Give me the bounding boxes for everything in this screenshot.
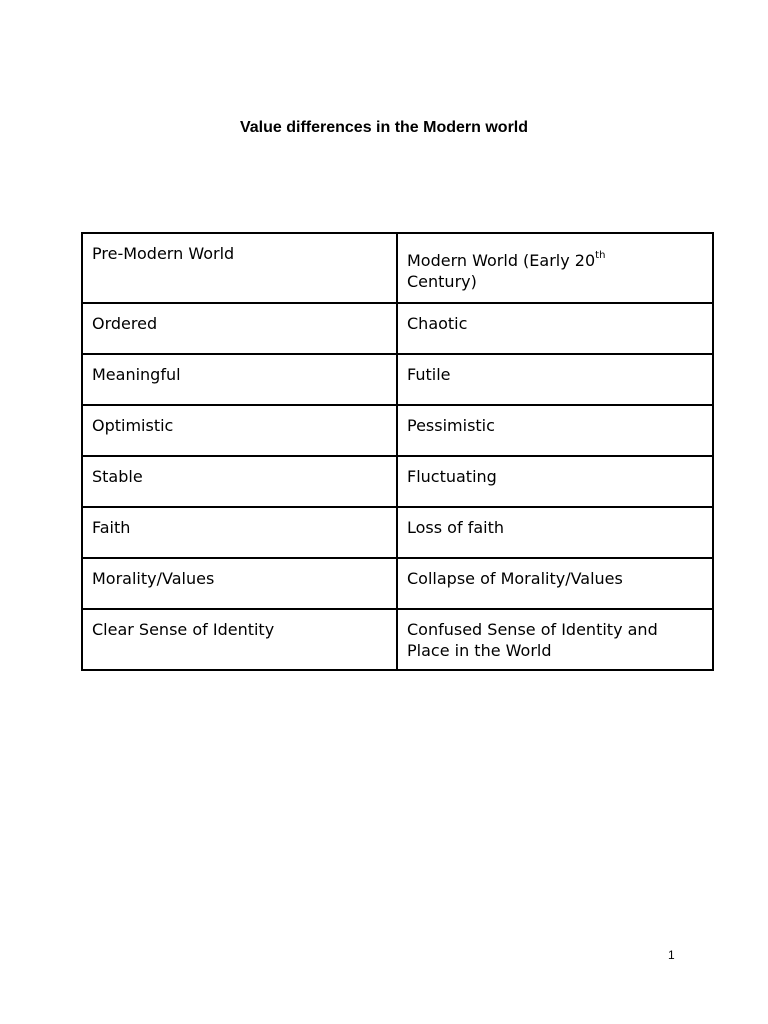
- pre-modern-cell: Faith: [82, 507, 397, 558]
- pre-modern-cell: Ordered: [82, 303, 397, 354]
- header-modern-world: [397, 233, 713, 303]
- page-number: 1: [668, 948, 675, 962]
- modern-cell: Pessimistic: [397, 405, 713, 456]
- table-row: [82, 609, 713, 670]
- header-ordinal-suffix: th: [595, 250, 606, 261]
- table-row: [82, 456, 713, 507]
- modern-cell: Chaotic: [397, 303, 713, 354]
- pre-modern-cell: Meaningful: [82, 354, 397, 405]
- modern-cell: Loss of faith: [397, 507, 713, 558]
- modern-cell: Futile: [397, 354, 713, 405]
- pre-modern-cell: Stable: [82, 456, 397, 507]
- table-header-row: [82, 233, 713, 303]
- table-row: [82, 354, 713, 405]
- header-pre-modern-world: Pre-Modern World: [82, 233, 397, 303]
- modern-cell: Collapse of Morality/Values: [397, 558, 713, 609]
- pre-modern-cell: Morality/Values: [82, 558, 397, 609]
- table-row: [82, 303, 713, 354]
- header-modern-world-continuation: Century): [407, 272, 477, 291]
- modern-cell: Confused Sense of Identity and Place in the World: [397, 609, 713, 670]
- pre-modern-cell: Clear Sense of Identity: [82, 609, 397, 670]
- comparison-table: [81, 232, 714, 671]
- pre-modern-cell: Optimistic: [82, 405, 397, 456]
- modern-cell: Fluctuating: [397, 456, 713, 507]
- table-row: [82, 405, 713, 456]
- header-modern-world-text: Modern World (Early 20: [407, 251, 596, 270]
- page-title: Value differences in the Modern world: [239, 119, 529, 136]
- table-row: [82, 558, 713, 609]
- table-row: [82, 507, 713, 558]
